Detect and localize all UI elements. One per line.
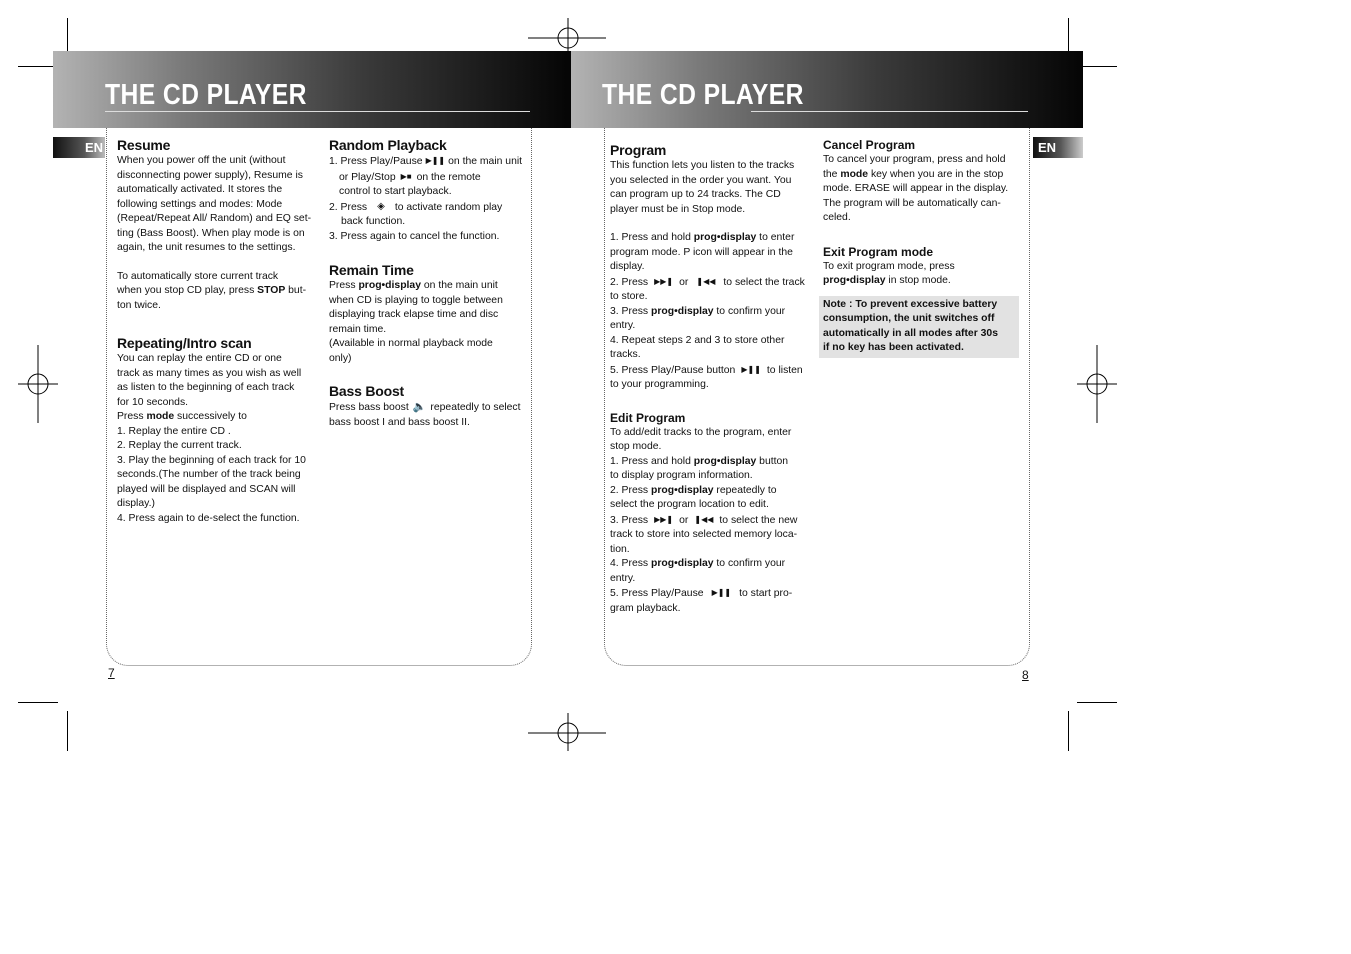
crop-mark <box>1077 702 1117 703</box>
text-run: Press <box>329 280 359 291</box>
list-item: 4. Repeat steps 2 and 3 to store other <box>610 334 785 346</box>
crop-mark <box>18 66 58 67</box>
page-title: THE CD PLAYER <box>602 79 804 111</box>
key-name-prog-display: prog•display <box>693 455 757 467</box>
list-item <box>610 275 805 291</box>
body-text: (Repeat/Repeat All/ Random) and EQ set- <box>117 213 312 224</box>
list-item <box>329 170 529 186</box>
text-run: on the main unit <box>420 280 498 291</box>
body-text <box>117 284 317 299</box>
list-item: 4. Press again to de-select the function. <box>117 512 300 524</box>
text-run: 1. Press and hold <box>610 232 694 243</box>
text-run: 5. Press Play/Pause button <box>610 364 736 376</box>
body-text: disconnecting power supply), Resume is <box>117 169 303 181</box>
registration-mark <box>1077 345 1117 423</box>
body-text: This function lets you listen to the tracks <box>610 160 795 171</box>
body-text: To cancel your program, press and hold <box>823 154 1006 165</box>
page-title: THE CD PLAYER <box>105 79 307 111</box>
list-item <box>610 557 805 572</box>
text-run: to confirm your <box>713 558 786 569</box>
text-run: 2. Press <box>610 484 651 496</box>
text-run: Press bass boost <box>329 402 409 413</box>
list-item: tracks. <box>610 349 641 360</box>
text-run: 3. Press <box>610 514 649 526</box>
note-text: if no key has been activated. <box>823 342 964 353</box>
body-text: The program will be automatically can- <box>823 197 1001 209</box>
list-item: to display program information. <box>610 470 753 481</box>
page-header-right <box>571 51 1083 128</box>
crop-mark <box>1077 66 1117 67</box>
left-column-1 <box>117 137 317 526</box>
list-item <box>610 513 805 529</box>
list-item: display.) <box>117 498 155 509</box>
list-item: display. <box>610 261 645 272</box>
body-text: player must be in Stop mode. <box>610 203 746 215</box>
text-run: to activate random play <box>394 201 503 213</box>
text-run: button <box>756 455 789 467</box>
body-text: To add/edit tracks to the program, enter <box>610 426 792 438</box>
body-text <box>823 274 1019 289</box>
section-title-remain: Remain Time <box>329 262 414 278</box>
random-icon: ◈ <box>377 200 385 212</box>
skip-forward-icon: ▶▶❚ <box>654 276 674 286</box>
text-run: 3. Press <box>610 305 651 317</box>
list-item: select the program location to edit. <box>610 499 769 510</box>
crop-mark <box>1068 711 1069 751</box>
list-item: to your programming. <box>610 379 709 390</box>
key-name-prog-display: prog•display <box>823 275 886 286</box>
list-item <box>610 305 805 320</box>
text-run: on the remote <box>416 171 481 183</box>
body-text: When you power off the unit (without <box>117 155 286 166</box>
crop-mark <box>67 711 68 751</box>
list-item: program mode. P icon will appear in the <box>610 246 793 258</box>
crop-mark <box>18 702 58 703</box>
key-name-mode: mode <box>840 168 869 180</box>
text-run: 1. Press and hold <box>610 455 694 467</box>
page-header-left <box>53 51 571 128</box>
text-run: to select the new <box>719 514 798 526</box>
play-pause-icon: ▶❚❚ <box>711 588 732 597</box>
list-item: 2. Replay the current track. <box>117 440 242 451</box>
text-run: to confirm your <box>713 305 786 317</box>
section-title-program: Program <box>610 142 667 158</box>
note-text: automatically in all modes after 30s <box>823 327 998 339</box>
body-text: ton twice. <box>117 299 161 311</box>
list-item: 3. Press again to cancel the function. <box>329 230 500 242</box>
text-run: or Play/Stop <box>339 171 396 183</box>
body-text: mode. ERASE will appear in the display. <box>823 183 1009 194</box>
text-run: when you stop CD play, press <box>117 285 258 296</box>
text-run: successively to <box>174 411 247 422</box>
play-stop-icon: ▶■ <box>400 171 412 181</box>
body-text: as listen to the beginning of each track <box>117 382 295 393</box>
speaker-icon: 🔈 <box>412 401 427 413</box>
body-text: celed. <box>823 212 851 223</box>
body-text: (Available in normal playback mode <box>329 338 493 349</box>
body-text: ting (Bass Boost). When play mode is on <box>117 227 305 239</box>
body-text: again, the unit resumes to the settings. <box>117 242 296 253</box>
body-text: can program up to 24 tracks. The CD <box>610 189 781 200</box>
body-text: bass boost I and bass boost II. <box>329 416 470 428</box>
skip-back-icon: ❚◀◀ <box>696 276 716 286</box>
text-run: key when you are in the stop <box>868 168 1004 180</box>
section-title-exit: Exit Program mode <box>823 244 934 259</box>
play-pause-icon: ▶❚❚ <box>425 156 446 165</box>
section-title-cancel: Cancel Program <box>823 138 916 152</box>
list-item <box>329 200 529 216</box>
language-label: EN <box>1038 140 1057 155</box>
list-item: seconds.(The number of the track being <box>117 469 301 480</box>
key-name-mode: mode <box>146 411 175 422</box>
note-box <box>819 296 1019 358</box>
body-text: displaying track elapse time and disc <box>329 309 499 320</box>
list-item <box>610 586 805 602</box>
section-title-repeating: Repeating/Intro scan <box>117 335 252 351</box>
text-run: 5. Press Play/Pause <box>610 588 704 599</box>
section-title-random: Random Playback <box>329 137 447 153</box>
list-item: back function. <box>341 216 406 227</box>
note-text: Note : To prevent excessive battery <box>823 298 998 310</box>
text-run: to start pro- <box>739 588 793 599</box>
body-text: remain time. <box>329 323 387 335</box>
text-run: repeatedly to <box>713 484 777 496</box>
section-title-bass: Bass Boost <box>329 383 405 399</box>
text-run: or <box>679 514 689 526</box>
left-column-2 <box>329 137 529 430</box>
text-run: Press <box>117 411 147 422</box>
list-item <box>610 455 805 470</box>
key-name-stop: STOP <box>257 285 286 296</box>
body-text: for 10 seconds. <box>117 396 189 408</box>
text-run: 2. Press <box>329 201 368 213</box>
text-run: 2. Press <box>610 276 649 288</box>
key-name-prog-display: prog•display <box>358 280 421 291</box>
page-number: 7 <box>108 666 115 680</box>
list-item: 3. Play the beginning of each track for 10 <box>117 454 306 466</box>
body-text <box>117 410 317 425</box>
body-text: when CD is playing to toggle between <box>329 294 503 306</box>
registration-mark <box>528 713 608 753</box>
skip-forward-icon: ▶▶❚ <box>654 514 674 524</box>
skip-back-icon: ❚◀◀ <box>694 514 714 524</box>
body-text <box>329 400 529 416</box>
header-underline <box>105 111 530 112</box>
note-text: consumption, the unit switches off <box>823 313 995 324</box>
body-text: To automatically store current track <box>117 270 279 282</box>
list-item: 1. Replay the entire CD . <box>117 425 231 437</box>
language-label: EN <box>85 140 104 155</box>
list-item <box>610 484 805 499</box>
body-text: To exit program mode, press <box>823 260 955 272</box>
section-title-edit: Edit Program <box>610 410 686 425</box>
list-item: entry. <box>610 320 636 331</box>
body-text <box>823 168 1019 183</box>
text-run: to enter <box>756 232 795 243</box>
text-run: 1. Press Play/Pause <box>329 156 423 167</box>
body-text: following settings and modes: Mode <box>117 198 283 210</box>
key-name-prog-display: prog•display <box>651 305 714 317</box>
body-text: only) <box>329 352 352 364</box>
list-item: played will be displayed and SCAN will <box>117 483 296 495</box>
text-run: the <box>823 168 841 180</box>
body-text: You can replay the entire CD or one <box>117 353 282 364</box>
body-text: automatically activated. It stores the <box>117 184 283 195</box>
list-item: control to start playback. <box>339 186 452 197</box>
text-run: to select the track <box>723 276 805 288</box>
language-tab <box>1033 137 1083 158</box>
play-pause-icon: ▶❚❚ <box>741 364 761 374</box>
text-run: or <box>679 276 689 288</box>
key-name-prog-display: prog•display <box>651 558 714 569</box>
list-item: gram playback. <box>610 602 681 614</box>
key-name-prog-display: prog•display <box>651 484 714 496</box>
text-run: on the main unit <box>448 156 523 167</box>
text-run: to listen <box>766 364 803 376</box>
text-run: but- <box>285 285 307 296</box>
key-name-prog-display: prog•display <box>693 232 757 243</box>
right-column-1 <box>610 142 805 616</box>
language-tab <box>53 137 105 158</box>
body-text <box>329 279 529 294</box>
section-title-resume: Resume <box>117 137 171 153</box>
registration-mark <box>18 345 58 423</box>
text-run: in stop mode. <box>885 275 951 286</box>
list-item: track to store into selected memory loca- <box>610 529 798 540</box>
page-number: 8 <box>1022 668 1029 682</box>
body-text: you selected in the order you want. You <box>610 174 792 186</box>
text-run: repeatedly to select <box>430 402 521 413</box>
body-text: stop mode. <box>610 441 662 452</box>
text-run: 4. Press <box>610 558 651 569</box>
list-item <box>610 231 805 246</box>
body-text: track as many times as you wish as well <box>117 367 302 379</box>
list-item <box>610 363 805 379</box>
list-item: to store. <box>610 291 648 302</box>
list-item: entry. <box>610 572 636 584</box>
list-item: tion. <box>610 543 630 555</box>
header-underline <box>751 111 1028 112</box>
list-item <box>329 154 529 170</box>
right-column-2 <box>823 138 1019 358</box>
